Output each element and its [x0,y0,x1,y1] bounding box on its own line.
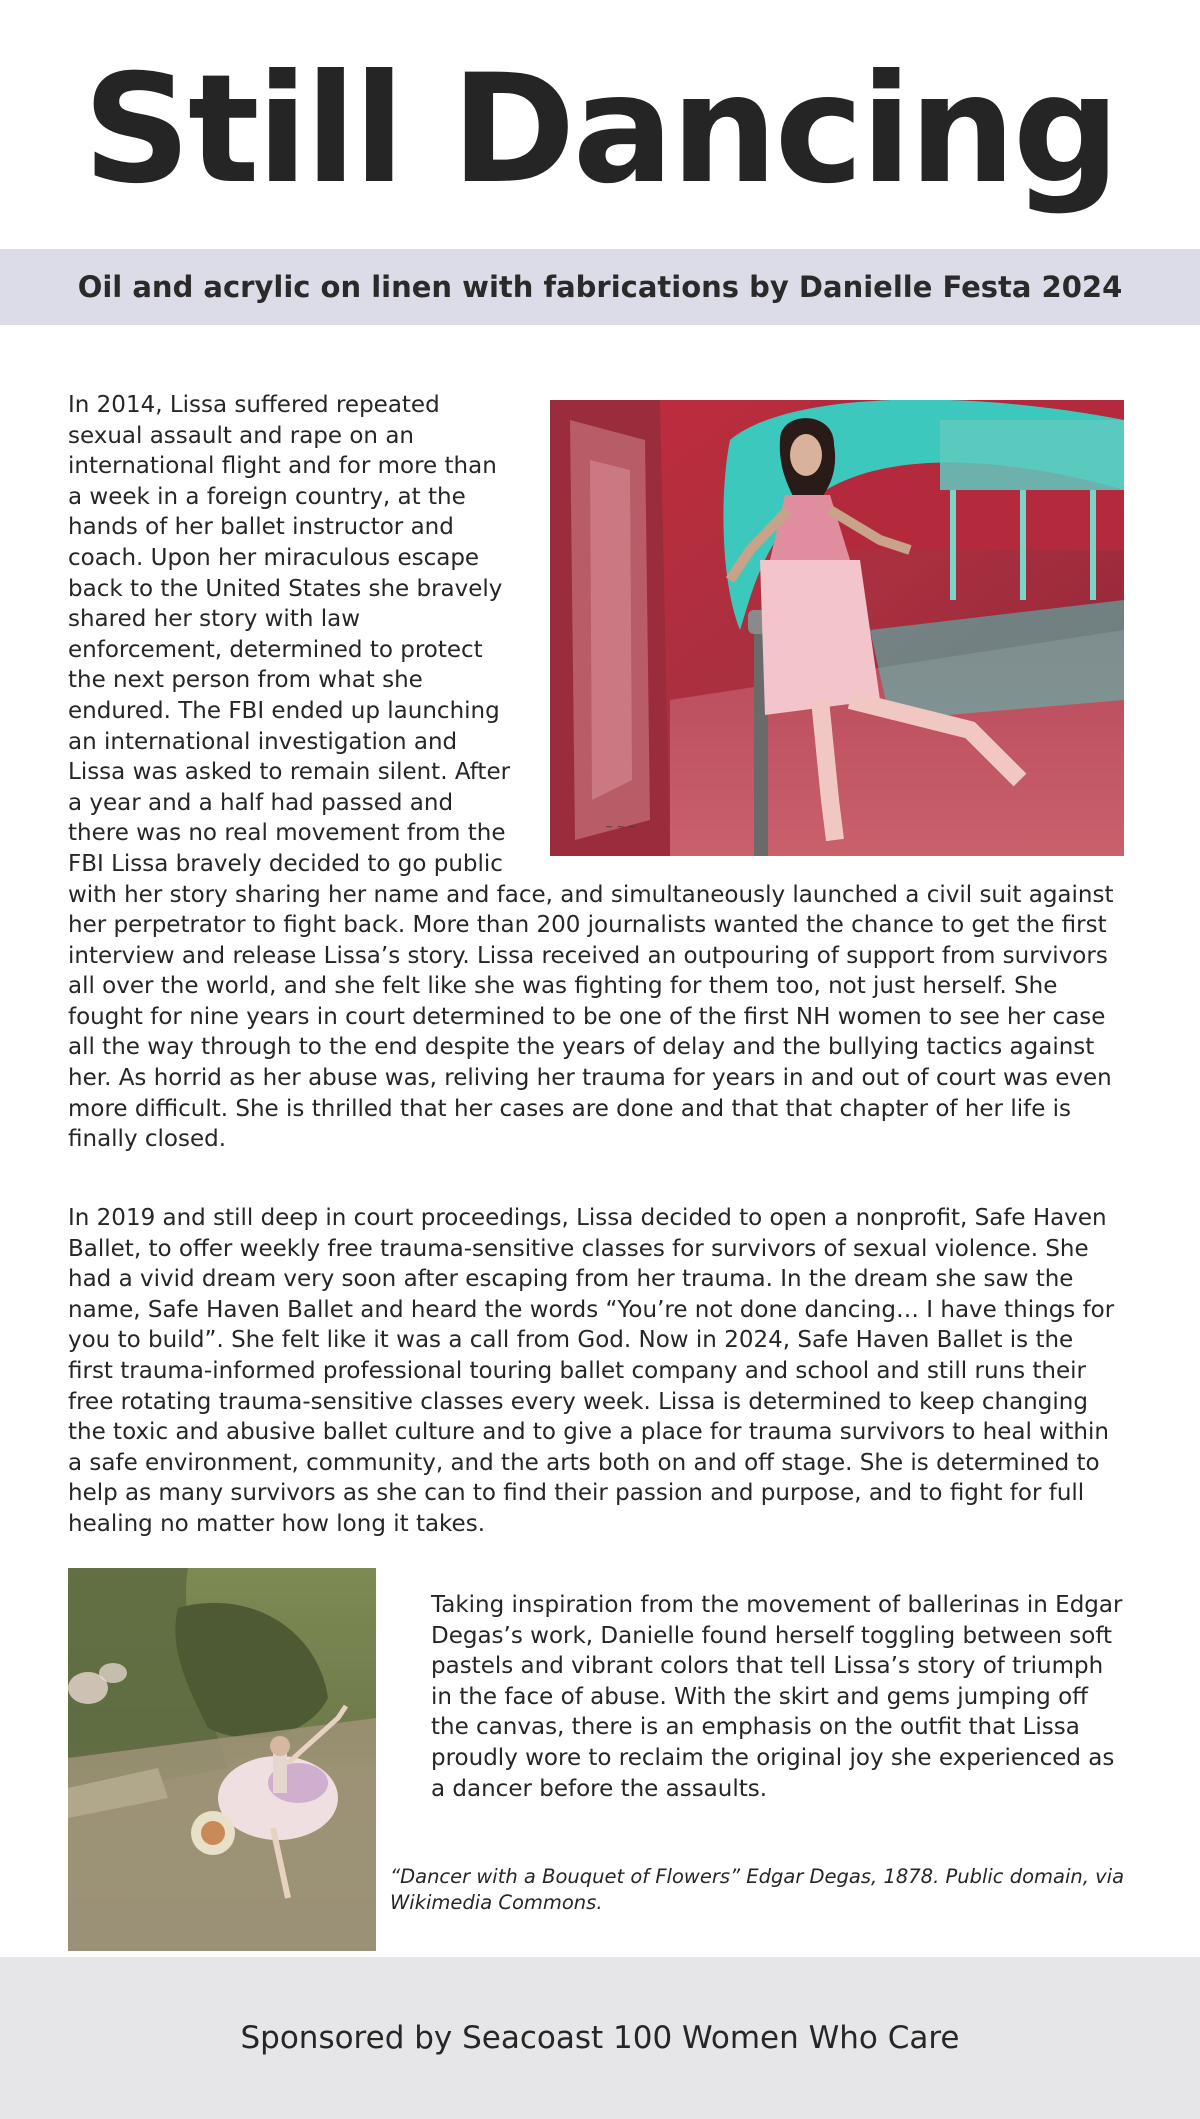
article-intro [68,390,1124,1155]
painting-still-dancing-image [550,400,1124,856]
page-title: Still Dancing [82,43,1118,217]
subtitle-band [0,249,1200,325]
article-paragraph-3: Taking inspiration from the movement of ballerinas in Edgar Degas’s work, Danielle found herself toggling between soft pastels and vibrant colors that tell Lissa’s story of triumph in the face of abuse. With the skirt and gems jumping off the canvas, there is an emphasis on the outfit that Lissa proudly wore to reclaim the original joy she experienced as a dancer before the assaults. [431,1592,1123,1802]
footer-band [0,1957,1200,2119]
degas-dancer-painting-image [68,1568,376,1951]
svg-text:~ ~ ~: ~ ~ ~ [605,822,637,833]
image-caption: “Dancer with a Bouquet of Flowers” Edgar Degas, 1878. Public domain, via Wikimedia Commons. [390,1865,1125,1914]
sponsor-text: Sponsored by Seacoast 100 Women Who Care [240,2020,960,2056]
article-paragraph-1: In 2014, Lissa suffered repeated sexual assault and rape on an international flight and for more than a week in a foreign country, at the hands of her ballet instructor and coach. Upon her miraculous escape back to the United States she bravely shared her story with law enforcement, determined to protect the next person from what she endured. The FBI ended up launching an international investigation and Lissa was asked to remain silent. After a year and a half had passed and there was no real movement from the FBI Lissa bravely decided to go public with her story sharing her name and face, and simultaneously launched a civil suit against her perpetrator to fight back. More than 200 journalists wanted the chance to get the first interview and release Lissa’s story. Lissa received an outpouring of support from survivors all over the world, and she felt like she was fighting for them too, not just herself. She fought for nine years in court determined to be one of the first NH women to see her case all the way through to the end despite the years of delay and the bullying tactics against her. As horrid as her abuse was, reliving her trauma for years in and out of court was even more difficult. She is thrilled that her cases are done and that that chapter of her life is finally closed. [68,392,1114,1153]
article-paragraph-2: In 2019 and still deep in court proceedings, Lissa decided to open a nonprofit, Safe Haven Ballet, to offer weekly free trauma-sensitive classes for survivors of sexual violence. She had a vivid dream very soon after escaping from her trauma. In the dream she saw the name, Safe Haven Ballet and heard the words “You’re not done dancing… I have things for you to build”. She felt like it was a call from God. Now in 2024, Safe Haven Ballet is the first trauma-informed professional touring ballet company and school and still runs their free rotating trauma-sensitive classes every week. Lissa is determined to keep changing the toxic and abusive ballet culture and to give a place for trauma survivors to heal within a safe environment, community, and the arts both on and off stage. She is determined to help as many survivors as she can to find their passion and purpose, and to fight for full healing no matter how long it takes. [68,1205,1115,1537]
subtitle: Oil and acrylic on linen with fabrications by Danielle Festa 2024 [77,270,1123,304]
